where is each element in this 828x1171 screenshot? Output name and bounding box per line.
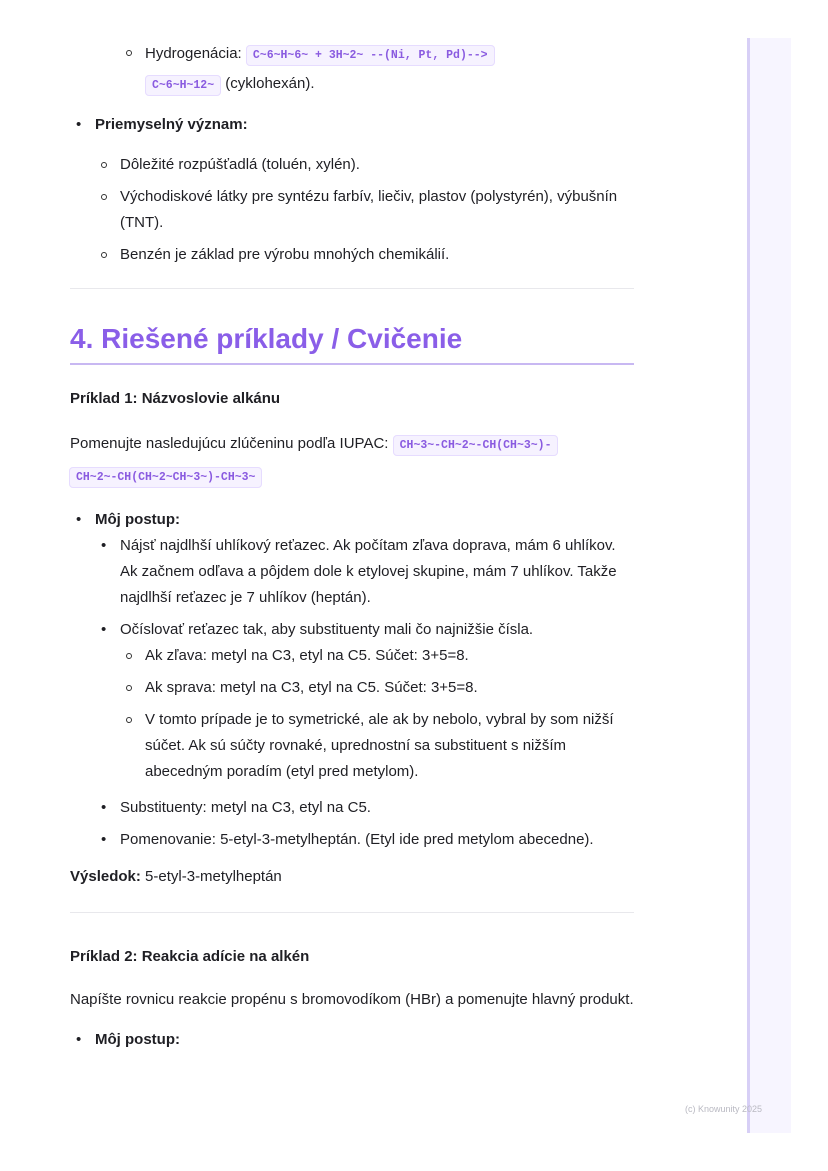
list-item: • Môj postup:	[70, 1027, 634, 1053]
section-heading: 4. Riešené príklady / Cvičenie	[70, 323, 634, 365]
list-item: Ak zľava: metyl na C3, etyl na C5. Súčet: 3+5=8.	[120, 643, 634, 669]
list-item: Hydrogenácia: C~6~H~6~ + 3H~2~ --(Ni, Pt, Pd)--> C~6~H~12~ (cyklohexán).	[120, 40, 634, 100]
list-item: • Môj postup: • Nájsť najdlhší uhlíkový reťazec. Ak počítam zľava doprava, mám 6 uhlíkov. Ak začnem odľava a pôjdem dole k etylovej skupine, mám 7 uhlíkov. Takže najdlhší reťazec je 7 uhlíkov (heptán). • Očíslovať reťazec tak, aby substituenty mali čo najnižšie čísla. Ak zľava: metyl na C3, etyl na C5. Súčet: 3+5=8. Ak sprava: metyl na C3, etyl na C5. Súčet: 3+5=8. V tomto prípade je to symetrické, ale ak by nebolo, vybral by som nižší súčet. Ak sú súčty rovnaké, uprednostní sa substituent s nižším abecedným poradím (etyl pred metylom). • Substituenty: metyl na C3, etyl na C5. • Pomenovanie: 5-etyl-3-metylheptán. (Etyl ide pred metylom abecedne).	[70, 507, 634, 853]
example-prompt: Napíšte rovnicu reakcie propénu s bromovodíkom (HBr) a pomenujte hlavný produkt.	[70, 991, 634, 1008]
divider	[70, 912, 634, 913]
approach-list	[70, 507, 634, 853]
document-content	[70, 38, 634, 1053]
example-title: Príklad 2: Reakcia adície na alkén	[70, 948, 310, 965]
side-panel	[747, 38, 791, 1133]
formula-code: CH~2~-CH(CH~2~CH~3~)-CH~3~	[69, 467, 262, 488]
list-item: • Pomenovanie: 5-etyl-3-metylheptán. (Etyl ide pred metylom abecedne).	[95, 827, 634, 853]
industrial-sublist	[95, 152, 634, 268]
divider	[70, 288, 634, 289]
industrial-list	[70, 112, 634, 268]
example-title: Príklad 1: Názvoslovie alkánu	[70, 390, 281, 407]
list-item: • Substituenty: metyl na C3, etyl na C5.	[95, 795, 634, 821]
formula-code: CH~3~-CH~2~-CH(CH~3~)-	[393, 435, 559, 456]
steps-list	[95, 533, 634, 853]
result-line: Výsledok: 5-etyl-3-metylheptán	[70, 868, 282, 885]
list-item: • Priemyselný význam: Dôležité rozpúšťadlá (toluén, xylén). Východiskové látky pre syntézu farbív, liečiv, plastov (polystyrén), výbušnín (TNT). Benzén je základ pre výrobu mnohých chemikálií.	[70, 112, 634, 268]
list-item: Benzén je základ pre výrobu mnohých chemikálií.	[95, 242, 634, 268]
list-item: • Očíslovať reťazec tak, aby substituenty mali čo najnižšie čísla. Ak zľava: metyl na C3, etyl na C5. Súčet: 3+5=8. Ak sprava: metyl na C3, etyl na C5. Súčet: 3+5=8. V tomto prípade je to symetrické, ale ak by nebolo, vybral by som nižší súčet. Ak sú súčty rovnaké, uprednostní sa substituent s nižším abecedným poradím (etyl pred metylom).	[95, 617, 634, 785]
list-item: Dôležité rozpúšťadlá (toluén, xylén).	[95, 152, 634, 178]
list-item: V tomto prípade je to symetrické, ale ak by nebolo, vybral by som nižší súčet. Ak sú súčty rovnaké, uprednostní sa substituent s nižším abecedným poradím (etyl pred metylom).	[120, 707, 634, 785]
hydrogenation-list	[120, 40, 634, 100]
list-item: Ak sprava: metyl na C3, etyl na C5. Súčet: 3+5=8.	[120, 675, 634, 701]
list-item: • Nájsť najdlhší uhlíkový reťazec. Ak počítam zľava doprava, mám 6 uhlíkov. Ak začnem odľava a pôjdem dole k etylovej skupine, mám 7 uhlíkov. Takže najdlhší reťazec je 7 uhlíkov (heptán).	[95, 533, 634, 611]
formula-code: C~6~H~12~	[145, 75, 221, 96]
approach-list	[70, 1027, 634, 1053]
list-item: Východiskové látky pre syntézu farbív, liečiv, plastov (polystyrén), výbušnín (TNT).	[95, 184, 634, 236]
formula-code: C~6~H~6~ + 3H~2~ --(Ni, Pt, Pd)-->	[246, 45, 495, 66]
copyright-footer: (c) Knowunity 2025	[685, 1104, 763, 1114]
substeps-list	[120, 643, 634, 785]
example-prompt: Pomenujte nasledujúcu zlúčeninu podľa IUPAC: CH~3~-CH~2~-CH(CH~3~)- CH~2~-CH(CH~2~CH~3~)-CH~3~	[70, 429, 634, 493]
